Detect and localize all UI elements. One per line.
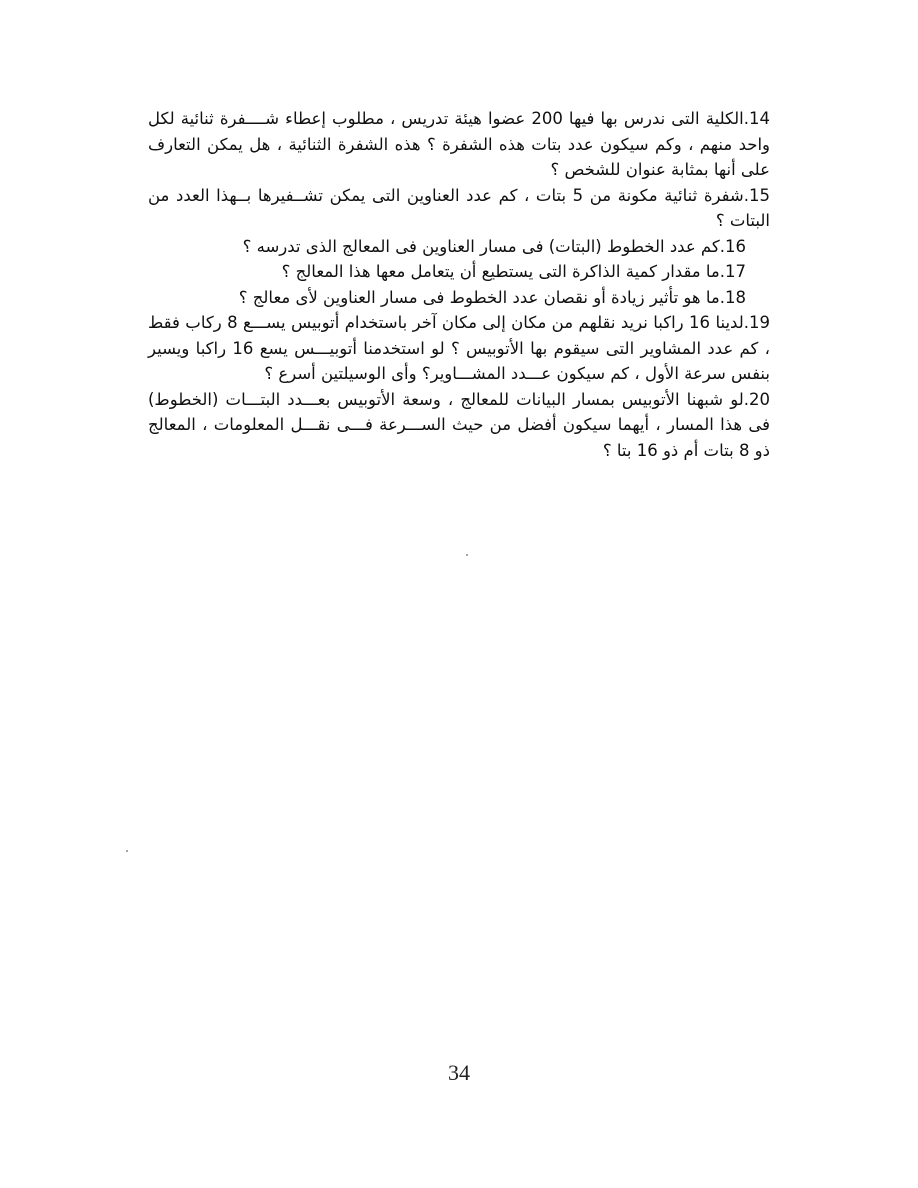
question-14 (148, 106, 770, 183)
question-number: .20 (743, 389, 770, 409)
question-number: .19 (743, 313, 770, 332)
question-19 (148, 310, 770, 387)
question-number: .18 (719, 287, 746, 307)
question-17 (148, 259, 770, 285)
question-18 (148, 285, 770, 311)
question-16 (148, 234, 770, 260)
question-text: لدينا 16 راكبا نريد نقلهم من مكان إلى مكان آخر باستخدام أتوبيس يســـع 8 ركاب فقط ، كم عدد المشاوير التى سيقوم بها الأتوبيس ؟ لو استخدمنا أتوبيـــس يسع 16 راكبا ويسير بنفس سرعة الأول ، كم سيكون عـــدد المشـــاوير؟ وأى الوسيلتين أسرع ؟ (148, 313, 770, 383)
scan-speck (126, 850, 128, 852)
question-text: كم عدد الخطوط (البتات) فى مسار العناوين فى المعالج الذى تدرسه ؟ (242, 236, 720, 256)
question-20 (148, 387, 770, 464)
question-text: ما مقدار كمية الذاكرة التى يستطيع أن يتعامل معها هذا المعالج ؟ (281, 262, 720, 281)
page-number: 34 (448, 1060, 470, 1085)
question-15 (148, 183, 770, 234)
question-text: لو شبهنا الأتوبيس بمسار البيانات للمعالج ، وسعة الأتوبيس بعـــدد البتـــات (الخطوط) فى هذا المسار ، أيهما سيكون أفضل من حيث الســـرعة فـــى نقـــل المعلومات ، المعالج ذو 8 بتات أم ذو 16 بتا ؟ (148, 389, 770, 460)
question-text: الكلية التى ندرس بها فيها 200 عضوا هيئة تدريس ، مطلوب إعطاء شــــفرة ثنائية لكل واحد منهم ، وكم سيكون عدد بتات هذه الشفرة ؟ هذه الشفرة الثنائية ، هل يمكن التعارف على أنها بمثابة عنوان للشخص ؟ (148, 109, 770, 179)
question-text: شفرة ثنائية مكونة من 5 بتات ، كم عدد العناوين التى يمكن تشــفيرها بــهذا العدد من البتات ؟ (148, 185, 770, 230)
question-number: .16 (719, 236, 746, 256)
question-text: ما هو تأثير زيادة أو نقصان عدد الخطوط فى مسار العناوين لأى معالج ؟ (238, 287, 720, 307)
scan-speck (466, 554, 468, 556)
question-number: .15 (743, 185, 770, 205)
question-number: .17 (719, 262, 746, 281)
question-number: .14 (743, 109, 771, 128)
question-list (148, 106, 770, 463)
